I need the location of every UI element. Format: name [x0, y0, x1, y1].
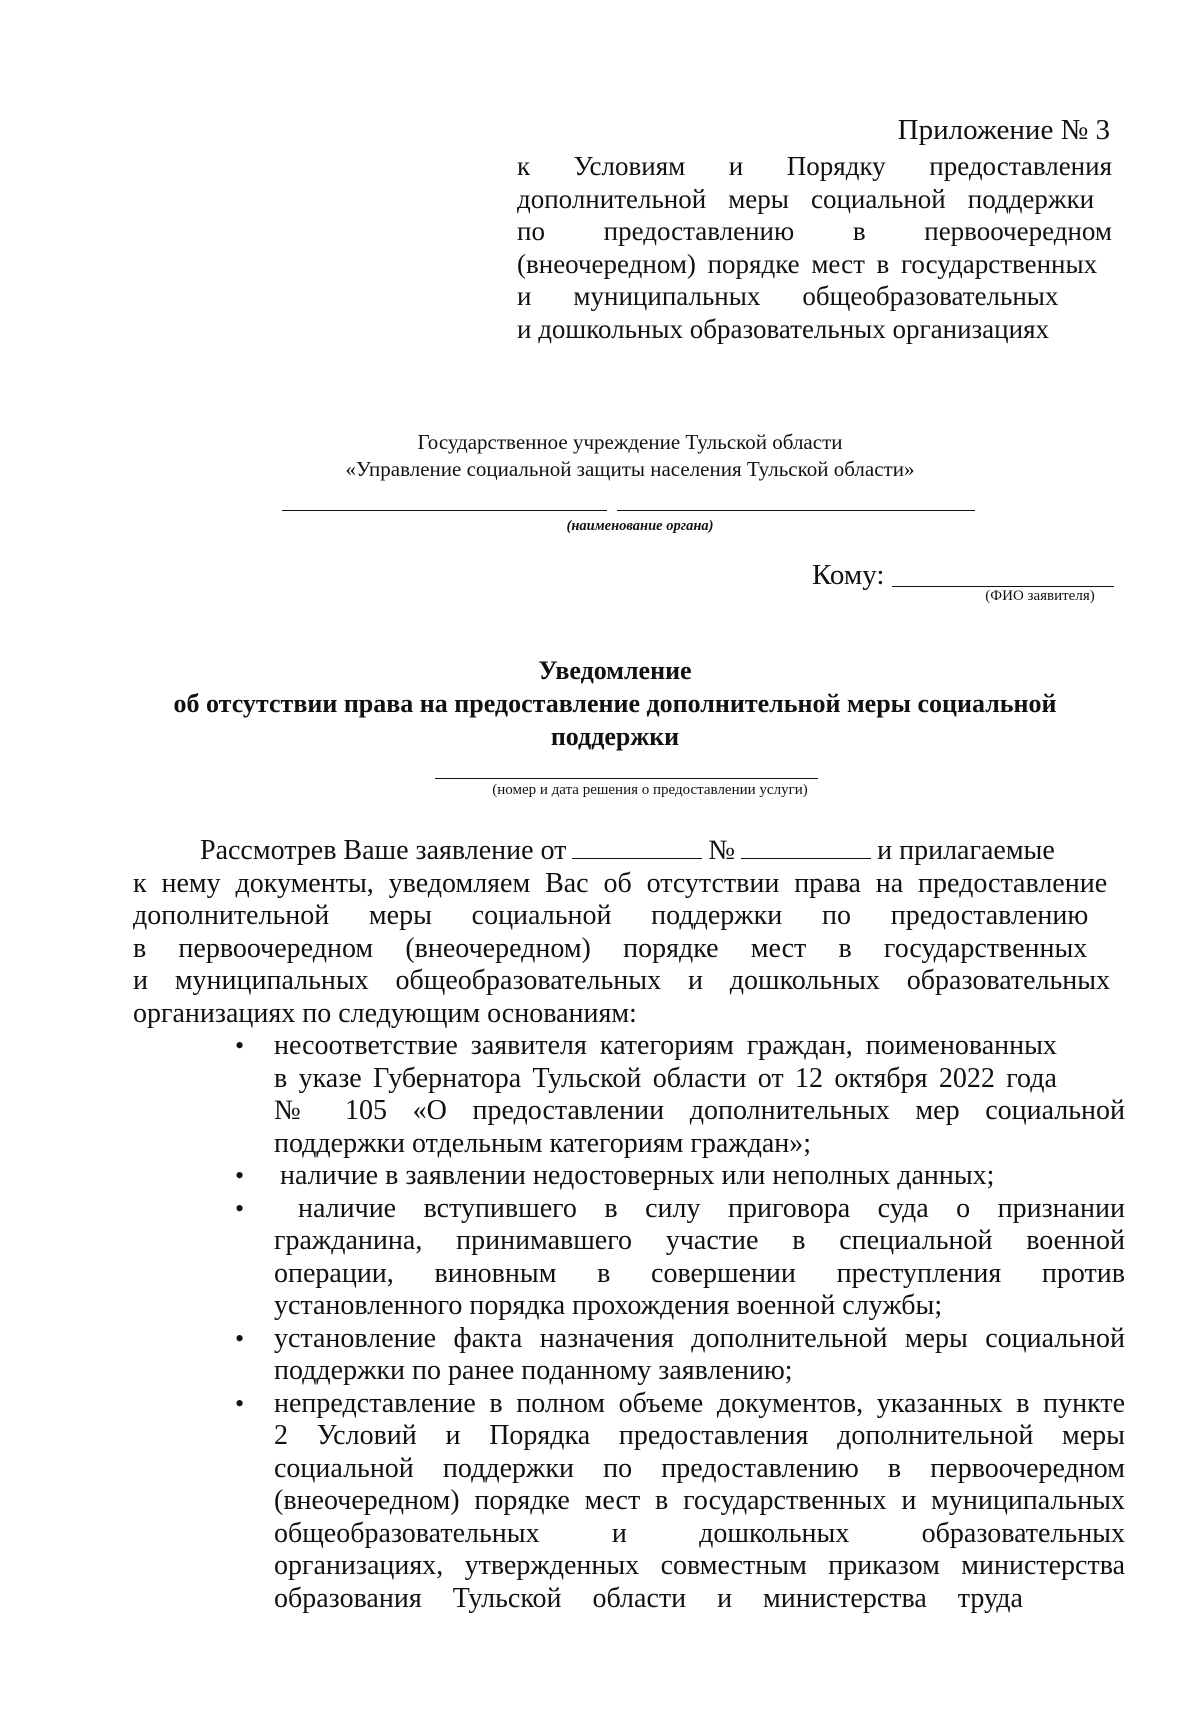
appendix-subtitle: [517, 150, 1112, 345]
organization-underline-left: [282, 510, 607, 511]
list-item-line: наличие в заявлении недостоверных или неполных данных;: [280, 1160, 995, 1191]
appendix-line: к Условиям и Порядку предоставления: [517, 151, 1112, 181]
appendix-line: и муниципальных общеобразовательных: [517, 281, 1059, 311]
list-item-line: общеобразовательных и дошкольных образовательных: [274, 1517, 1125, 1549]
list-item-line: установленного порядка прохождения военной службы;: [274, 1290, 943, 1321]
list-item: [230, 1388, 1125, 1616]
bullet-marker: •: [235, 1388, 245, 1418]
list-item-line: непредставление в полном объеме документов, указанных в пункте: [274, 1387, 1125, 1419]
appendix-line: дополнительной меры социальной поддержки: [517, 183, 1095, 214]
body-text-part: Рассмотрев Ваше заявление от: [200, 835, 567, 866]
list-item-line: поддержки отдельным категориям граждан»;: [274, 1127, 812, 1159]
bullet-marker: •: [235, 1031, 245, 1060]
appendix-line: и дошкольных образовательных организациях: [517, 313, 1049, 344]
list-item-line: № 105 «О предоставлении дополнительных мер социальной: [274, 1095, 1125, 1126]
body-text-part: №: [708, 835, 736, 866]
notice-title-line: об отсутствии права на предоставление дополнительной меры социальной: [173, 689, 1057, 718]
recipient-label: Кому:: [812, 559, 885, 591]
list-item-line: несоответствие заявителя категориям граждан, поименованных: [274, 1030, 1057, 1061]
bullet-marker: •: [235, 1193, 245, 1223]
number-blank: [741, 838, 871, 859]
decision-underline: [435, 778, 818, 779]
organization-line: «Управление социальной защиты населения Тульской области»: [345, 457, 915, 481]
list-item-line: поддержки по ранее поданному заявлению;: [274, 1355, 793, 1386]
list-item: [230, 1323, 1125, 1388]
appendix-line: по предоставлению в первоочередном: [517, 216, 1112, 246]
list-item-line: наличие вступившего в силу приговора суда о признании: [298, 1192, 1125, 1224]
notice-title: [130, 654, 1100, 753]
bullet-marker: •: [235, 1323, 245, 1353]
body-first-line: [133, 835, 1125, 868]
list-item-line: установление факта назначения дополнительной меры социальной: [274, 1322, 1125, 1354]
date-blank: [572, 838, 702, 859]
body-line: к нему документы, уведомляем Вас об отсутствии права на предоставление: [133, 867, 1108, 899]
list-item-line: (внеочередном) порядке мест в государственных и муниципальных: [274, 1485, 1125, 1516]
body-line: организациях по следующим основаниям:: [133, 997, 637, 1029]
organization-caption: (наименование органа): [566, 518, 714, 534]
list-item-line: гражданина, принимавшего участие в специальной военной: [274, 1225, 1125, 1256]
body-paragraph: [133, 835, 1125, 1030]
notice-title-line: Уведомление: [538, 656, 692, 685]
list-item-line: в указе Губернатора Тульской области от 12 октября 2022 года: [274, 1062, 1057, 1094]
list-item-line: социальной поддержки по предоставлению в первоочередном: [274, 1452, 1125, 1484]
list-item-line: организациях, утвержденных совместным приказом министерства: [274, 1550, 1125, 1581]
recipient-underline: [892, 586, 1114, 587]
decision-caption: (номер и дата решения о предоставлении услуги): [492, 782, 808, 798]
grounds-list: [230, 1030, 1125, 1615]
body-line: и муниципальных общеобразовательных и дошкольных образовательных: [133, 965, 1111, 996]
body-text-part: и прилагаемые: [877, 835, 1055, 866]
list-item: [230, 1193, 1125, 1323]
appendix-line: (внеочередном) порядке мест в государственных: [517, 248, 1098, 279]
list-item-line: операции, виновным в совершении преступления против: [274, 1257, 1125, 1289]
list-item-line: образования Тульской области и министерства труда: [274, 1582, 1023, 1614]
list-item-line: 2 Условий и Порядка предоставления дополнительной меры: [274, 1420, 1125, 1451]
body-line: в первоочередном (внеочередном) порядке мест в государственных: [133, 932, 1088, 964]
bullet-marker: •: [235, 1161, 245, 1190]
organization-underline-right: [617, 510, 975, 511]
list-item: [230, 1160, 1125, 1193]
appendix-title: Приложение № 3: [897, 114, 1110, 146]
list-item: [230, 1030, 1125, 1160]
recipient-caption: (ФИО заявителя): [985, 588, 1095, 604]
organization-name: [230, 429, 1030, 483]
body-line: дополнительной меры социальной поддержки по предоставлению: [133, 900, 1089, 931]
organization-line: Государственное учреждение Тульской области: [417, 430, 843, 454]
notice-title-line: поддержки: [550, 722, 680, 751]
